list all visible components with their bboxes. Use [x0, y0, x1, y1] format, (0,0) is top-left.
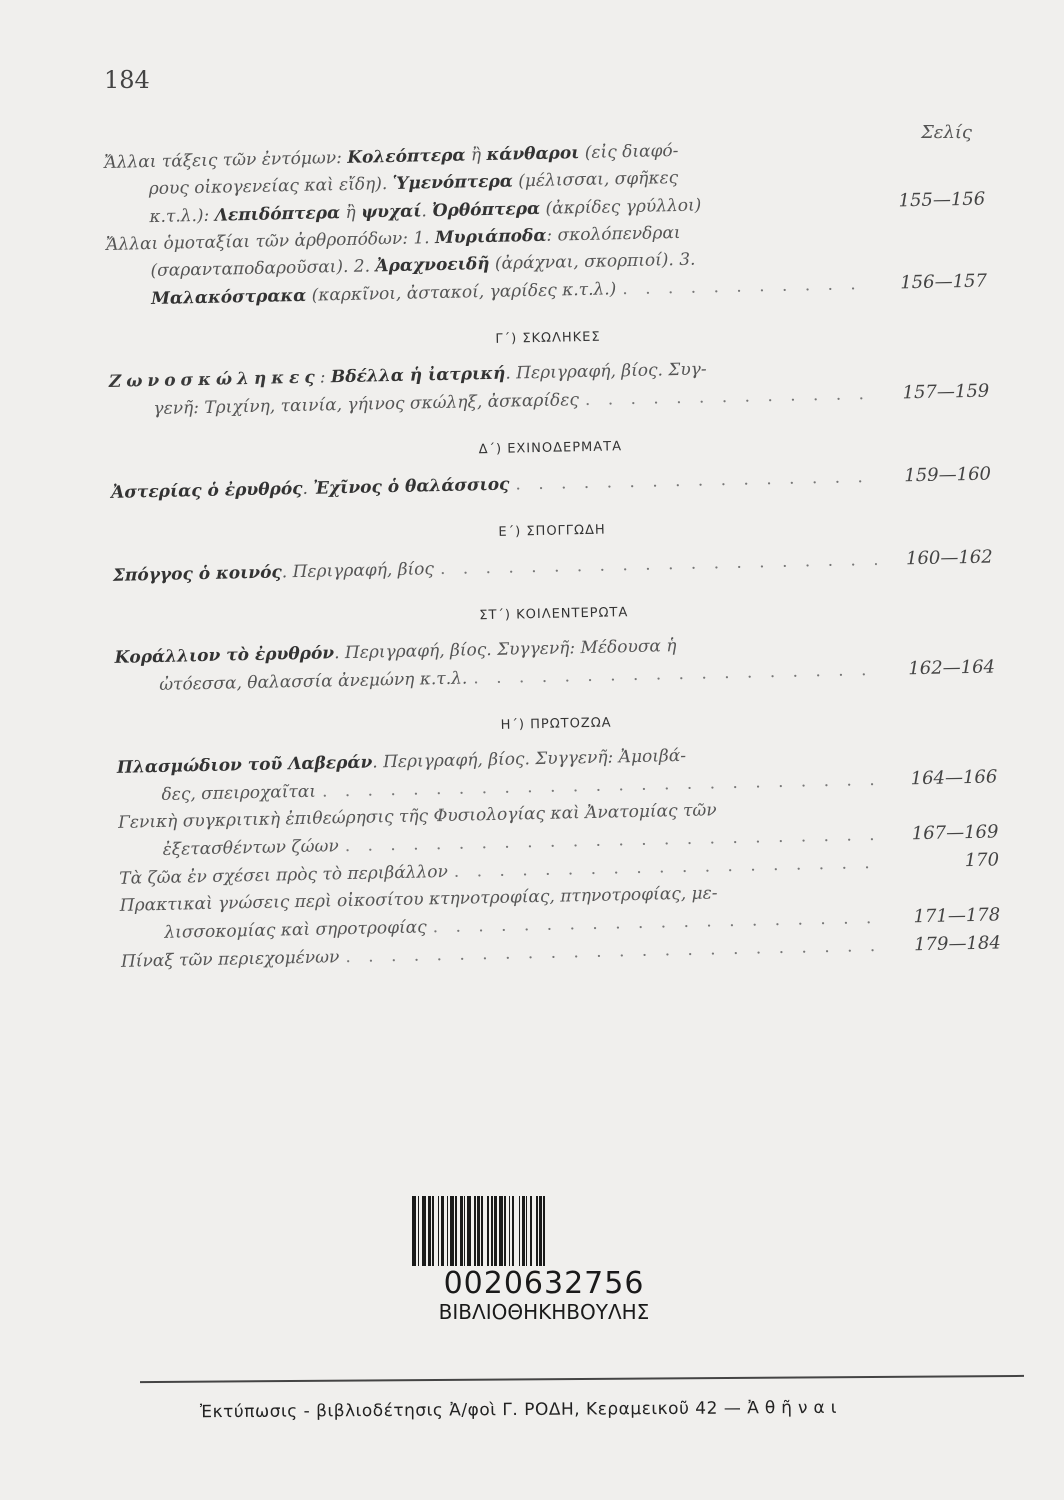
page-range: 155—156 [898, 188, 986, 212]
page-range: 171—178 [913, 904, 1001, 928]
toc-text: ρους οἰκογενείας καὶ εἴδη). Ὑμενόπτερα (μέλισσαι, σφῆκες [148, 167, 679, 200]
toc-text: ἐξετασθέντων ζώων [162, 836, 339, 860]
toc-text: λισσοκομίας καὶ σηροτροφίας [164, 917, 427, 943]
toc-line [113, 543, 993, 589]
page-range: 160—162 [905, 546, 993, 570]
toc-text: Μαλακόστρακα (καρκῖνοι, ἀστακοί, γαρίδες κ.τ.λ.) [150, 279, 617, 310]
section-heading: Η΄) ΠΡΩΤΟΖΩΑ [500, 715, 612, 733]
page-number: 184 [104, 66, 150, 94]
toc-text: Γενικὴ συγκριτικὴ ἐπιθεώρησις τῆς Φυσιολογίας καὶ Ἀνατομίας τῶν [117, 800, 717, 833]
toc-text: Κοράλλιον τὸ ἐρυθρόν. Περιγραφή, βίος. Συγγενῆ: Μέδουσα ἡ [114, 636, 677, 668]
toc-entry [111, 460, 991, 506]
dot-leader [440, 547, 877, 583]
printer-city: Ἀθῆναι [747, 1397, 843, 1419]
toc-text: ὠτόεσσα, θαλασσία ἀνεμώνη κ.τ.λ. [159, 668, 468, 695]
toc-text: Ἀστερίας ὁ ἐρυθρός. Ἐχῖνος ὁ θαλάσσιος [110, 474, 510, 503]
section-heading: Ε΄) ΣΠΟΓΓΩΔΗ [498, 522, 606, 540]
footer-rule [140, 1375, 1024, 1383]
dot-leader [585, 381, 874, 414]
toc-text: Πίναξ τῶν περιεχομένων [120, 947, 340, 972]
toc-text: (σαρανταποδαροῦσαι). 2. Ἀραχνοειδῆ (ἀράχναι, σκορπιοί). 3. [150, 249, 696, 282]
toc-entry [114, 626, 995, 699]
page-range: 156—157 [900, 270, 988, 294]
section-heading: ΣΤ΄) ΚΟΙΛΕΝΤΕΡΩΤΑ [479, 605, 629, 624]
barcode-image [412, 1196, 676, 1266]
toc-entry [109, 351, 990, 424]
library-barcode-label [412, 1196, 676, 1324]
section-heading: Γ΄) ΣΚΩΛΗΚΕΣ [495, 329, 601, 347]
dot-leader [515, 464, 875, 499]
toc-text: Ἄλλαι ὁμοταξίαι τῶν ἀρθροπόδων: 1. Μυριάποδα: σκολόπενδραι [105, 222, 681, 255]
library-name: ΒΙΒΛΙΟΘΗΚΗΒΟΥΛΗΣ [438, 1300, 650, 1324]
dot-leader [622, 271, 871, 303]
table-of-contents [104, 132, 1001, 976]
page-range: 179—184 [913, 932, 1002, 956]
pages-column-label: Σελίς [921, 122, 972, 143]
page-range: 157—159 [902, 380, 990, 404]
toc-text: γενῆ: Τριχίνη, ταινία, γήινος σκώληξ, ἀσκαρίδες [153, 390, 580, 420]
page-range: 167—169 [911, 821, 999, 845]
toc-line [111, 460, 991, 506]
toc-entry [106, 214, 988, 314]
barcode-number: 0020632756 [443, 1266, 645, 1301]
page-range: 170 [964, 849, 1000, 872]
toc-entry [113, 543, 993, 589]
toc-text: κ.τ.λ.): Λεπιδόπτερα ἢ ψυχαί. Ὀρθόπτερα (ἀκρίδες γρύλλοι) [149, 195, 702, 228]
page-range: 159—160 [904, 463, 992, 487]
printer-text: Ἐκτύπωσις - βιβλιοδέτησις Ἀ/φοὶ Γ. ΡΟΔΗ, Κεραμεικοῦ 42 — [199, 1398, 748, 1423]
toc-text: Τὰ ζῶα ἐν σχέσει πρὸς τὸ περιβάλλον [119, 861, 449, 889]
section-heading: Δ΄) ΕΧΙΝΟΔΕΡΜΑΤΑ [478, 439, 623, 458]
toc-text: Ἄλλαι τάξεις τῶν ἐντόμων: Κολεόπτερα ἢ κάνθαροι (εἰς διαφό- [104, 140, 679, 173]
toc-text: Ζωνοσκώληκες: Βδέλλα ἡ ἰατρική. Περιγραφή, βίος. Συγ- [108, 359, 707, 392]
page-range: 162—164 [908, 656, 996, 680]
toc-text: Πρακτικαὶ γνώσεις περὶ οἰκοσίτου κτηνοτροφίας, πτηνοτροφίας, με- [119, 883, 718, 916]
printer-imprint [200, 1398, 843, 1422]
toc-text: Σπόγγος ὁ κοινός. Περιγραφή, βίος [112, 559, 435, 586]
page-range: 164—166 [910, 766, 998, 790]
toc-text: Πλασμώδιον τοῦ Λαβεράν. Περιγραφή, βίος. Συγγενῆ: Ἀμοιβά- [116, 745, 687, 778]
toc-text: δες, σπειροχαῖται [161, 781, 317, 805]
